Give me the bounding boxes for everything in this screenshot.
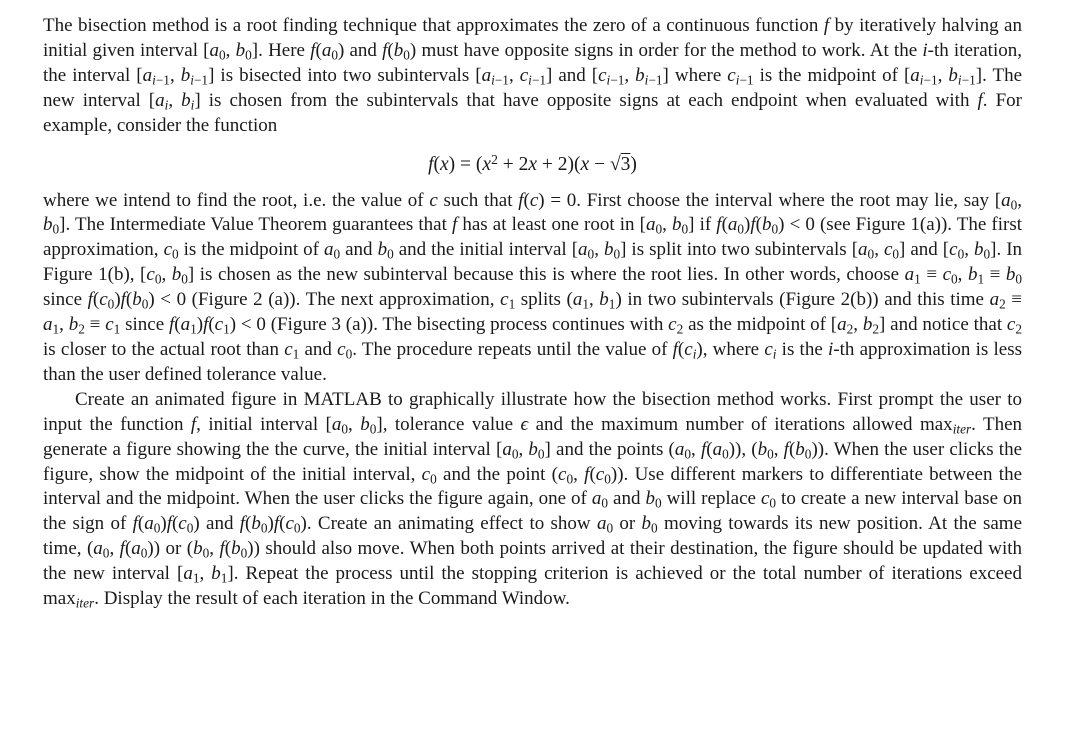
paragraph-3: Create an animated figure in MATLAB to graphically illustrate how the bisection method works. First prompt the user to input the function f, initial interval [$a_0$, $b_0$], tolerance value ϵ and the maximum number of iterations allowed $\max_{iter}$. Then generate a figure showing the the curve, the initial interval [$a_0$, $b_0$] and the points ($a_0$, $f(a_0)$), ($b_0$, $f(b_0)$). When the user clicks the figure, show the midpoint of the initial interval, $c_0$ and the point ($c_0$, $f(c_0)$). Use different markers to differentiate between the interval and the midpoint. When the user clicks the figure again, one of $a_0$ and $b_0$ will replace $c_0$ to create a new interval base on the sign of $f(a_0)f(c_0)$ and $f(b_0)f(c_0)$. Create an animating effect to show $a_0$ or $b_0$ moving towards its new position. At the same time, ($a_0$, $f(a_0)$) or ($b_0$, $f(b_0)$) should also move. When both points arrived at their destination, the figure should be updated with the new interval [$a_1$, $b_1$]. Repeat the process until the stopping criterion is achieved or the total number of iterations exceed $\max_{iter}$. Display the result of each iteration in the Command Window. — [43, 388, 1023, 611]
paragraph-2: where we intend to find the root, i.e. the value of c such that f(c) = 0. First choose the interval where the root may lie, say [$a_0$, $b_0$]. The Intermediate Value Theorem guarantees that f has at least one root in [$a_0$, $b_0$] if $f(a_0)f(b_0) < 0$ (see Figure 1(a)). The first approximation, $c_0$ is the midpoint of $a_0$ and $b_0$ and the initial interval [$a_0$, $b_0$] is split into two subintervals [$a_0$, $c_0$] and [$c_0$, $b_0$]. In Figure 1(b), [$c_0$, $b_0$] is chosen as the new subinterval because this is where the root lies. In other words, choose $a_1 \equiv c_0$, $b_1 \equiv b_0$ since $f(c_0)f(b_0) < 0$ (Figure 2 (a)). The next approximation, $c_1$ splits ($a_1$, $b_1$) in two subintervals (Figure 2(b)) and this time $a_2 \equiv a_1$, $b_2 \equiv c_1$ since $f(a_1)f(c_1) < 0$ (Figure 3 (a)). The bisecting process continues with $c_2$ as the midpoint of [$a_2$, $b_2$] and notice that $c_2$ is closer to the actual root than $c_1$ and $c_0$. The procedure repeats until the value of $f(c_i)$, where $c_i$ is the i-th approximation is less than the user defined tolerance value. — [43, 189, 1023, 385]
paragraph-1: The bisection method is a root finding technique that approximates the zero of a continuous function f by iteratively halving an initial given interval [$a_0$, $b_0$]. Here $f(a_0)$ and $f(b_0)$ must have opposite signs in order for the method to work. At the i-th iteration, the interval [$a_{i-1}$, $b_{i-1}$] is bisected into two subintervals [$a_{i-1}$, $c_{i-1}$] and [$c_{i-1}$, $b_{i-1}$] where $c_{i-1}$ is the midpoint of [$a_{i-1}$, $b_{i-1}$]. The new interval [$a_i$, $b_i$] is chosen from the subintervals that have opposite signs at each endpoint when evaluated with f. For example, consider the function — [43, 15, 1023, 136]
equation-display: $f(x) = (x^2 + 2x + 2)(x - √3)$ — [428, 151, 637, 175]
